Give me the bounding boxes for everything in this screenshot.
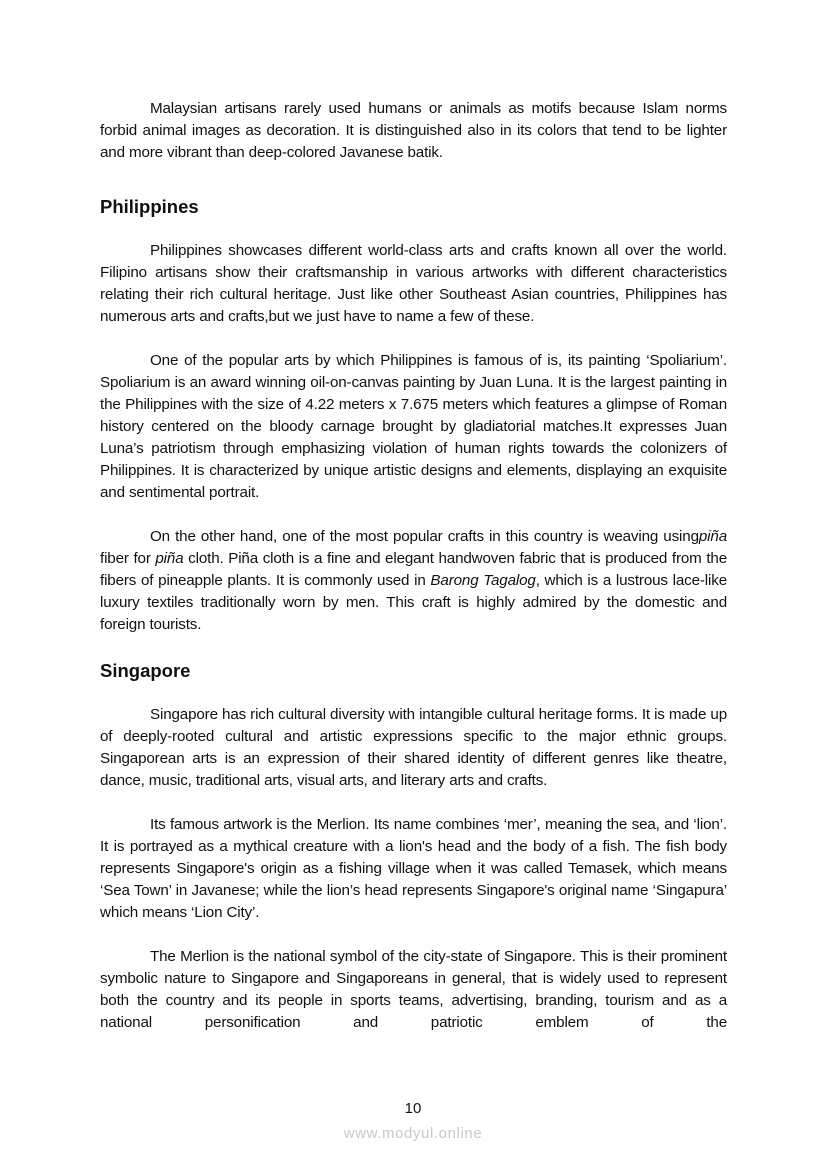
italic-term-pina: piña — [155, 550, 184, 567]
text-segment: On the other hand, one of the most popular crafts in this country is weaving using — [150, 528, 699, 545]
document-page — [100, 98, 727, 1034]
singapore-paragraph-1: Singapore has rich cultural diversity with intangible cultural heritage forms. It is made up of deeply-rooted cultural and artistic expressions specific to the major ethnic groups. Singaporean arts is an expression of their shared identity of different genres like theatre, dance, music, traditional arts, visual arts, and literary arts and crafts. — [100, 706, 727, 789]
intro-paragraph: Malaysian artisans rarely used humans or animals as motifs because Islam norms forbid animal images as decoration. It is distinguished also in its colors that tend to be lighter and more vibrant than deep-colored Javanese batik. — [100, 100, 727, 161]
text-segment: , which is a lustrous lace-like luxury textiles traditionally worn by men. This craft is highly admired by the domestic and foreign tourists. — [100, 572, 727, 633]
text-segment: fiber for — [100, 550, 156, 567]
watermark-url: www.modyul.online — [343, 1125, 483, 1142]
philippines-paragraph-1: Philippines showcases different world-class arts and crafts known all over the world. Filipino artisans show their craftsmanship in various artworks with different characteristics relating their rich cultural heritage. Just like other Southeast Asian countries, Philippines has numerous arts and crafts,but we just have to name a few of these. — [100, 242, 727, 325]
singapore-paragraph-2-merlion: Its famous artwork is the Merlion. Its name combines ‘mer’, meaning the sea, and ‘lion’. It is portrayed as a mythical creature with a lion's head and the body of a fish. The fish body represents Singapore's origin as a fishing village when it was called Temasek, which means ‘Sea Town’ in Javanese; while the lion’s head represents Singapore's original name ‘Singapura’ which means ‘Lion City’. — [100, 816, 727, 921]
singapore-paragraph-3-national-symbol: The Merlion is the national symbol of the city-state of Singapore. This is their prominent symbolic nature to Singapore and Singaporeans in general, that is widely used to represent both the country and its people in sports teams, advertising, branding, tourism and as a national personification and patriotic emblem of the — [100, 948, 727, 1031]
section-heading-philippines: Philippines — [100, 196, 199, 217]
text-segment: cloth. Piña cloth is a fine and elegant handwoven fabric that is produced from the fibers of pineapple plants. It is commonly used in — [100, 550, 727, 589]
section-heading-singapore: Singapore — [100, 660, 191, 681]
italic-term-pina: piña — [698, 528, 727, 545]
italic-term-barong-tagalog: Barong Tagalog — [430, 572, 536, 589]
page-number: 10 — [404, 1100, 422, 1117]
philippines-paragraph-2-spoliarium: One of the popular arts by which Philippines is famous of is, its painting ‘Spoliarium’. Spoliarium is an award winning oil-on-canvas painting by Juan Luna. It is the largest painting in the Philippines with the size of 4.22 meters x 7.675 meters which features a glimpse of Roman history centered on the bloody carnage brought by gladiatorial matches.It expresses Juan Luna’s patriotism through emphasizing violation of human rights towards the colonizers of Philippines. It is characterized by unique artistic designs and elements, displaying an exquisite and sentimental portrait. — [100, 352, 727, 501]
philippines-paragraph-3-pina-weaving — [100, 526, 727, 636]
